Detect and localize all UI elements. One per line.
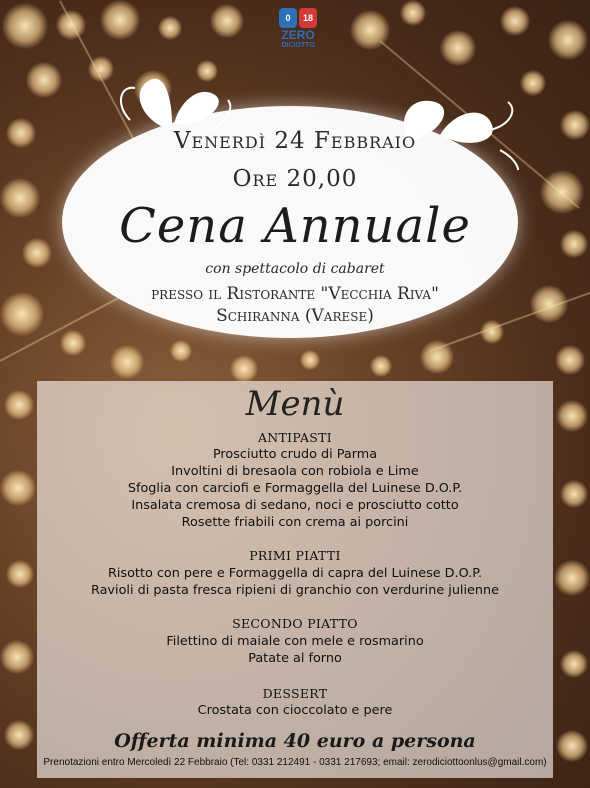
logo-line2: DICIOTTO xyxy=(281,42,315,49)
menu-item: Patate al forno xyxy=(248,651,342,666)
menu-item: Risotto con pere e Formaggella di capra del Luinese D.O.P. xyxy=(107,566,483,581)
right-butterfly-ornament xyxy=(380,80,530,170)
event-time: Ore 20,00 xyxy=(232,166,358,192)
menu-section-heading: PRIMI PIATTI xyxy=(249,548,341,563)
minimum-offer: Offerta minima 40 euro a persona xyxy=(114,730,476,752)
booking-contact: Prenotazioni entro Mercoledì 22 Febbraio (Tel: 0331 212491 - 0331 217693; email: zerodiciottoonlus@gmail.com) xyxy=(43,757,547,768)
menu-item: Filettino di maiale con mele e rosmarino xyxy=(166,634,424,649)
menu-item: Prosciutto crudo di Parma xyxy=(212,447,378,462)
menu-item: Ravioli di pasta fresca ripieni di granchio con verdurine julienne xyxy=(90,583,500,598)
puzzle-icon xyxy=(278,8,318,30)
zero-diciotto-logo xyxy=(274,8,322,52)
event-place: Schiranna (Varese) xyxy=(216,306,374,326)
logo-line1: ZERO xyxy=(281,28,315,42)
menu-section-heading: ANTIPASTI xyxy=(257,430,333,445)
menu-item: Crostata con cioccolato e pere xyxy=(197,703,393,718)
menu-section-heading: DESSERT xyxy=(262,686,328,701)
event-subtitle: con spettacolo di cabaret xyxy=(205,261,385,277)
menu-item: Involtini di bresaola con robiola e Lime xyxy=(171,464,419,479)
menu-section-heading: SECONDO PIATTO xyxy=(232,616,358,631)
event-date: Venerdì 24 Febbraio xyxy=(173,128,417,154)
menu-item: Sfoglia con carciofi e Formaggella del Luinese D.O.P. xyxy=(127,481,463,496)
logo-badge-right: 18 xyxy=(299,8,317,28)
menu-item: Insalata cremosa di sedano, noci e prosciutto cotto xyxy=(131,498,459,513)
menu-item: Rosette friabili con crema ai porcini xyxy=(181,515,409,530)
menu-title: Menù xyxy=(245,384,345,424)
logo-badge-left: 0 xyxy=(279,8,297,28)
event-title: Cena Annuale xyxy=(119,198,471,254)
event-venue: presso il Ristorante "Vecchia Riva" xyxy=(151,284,439,304)
